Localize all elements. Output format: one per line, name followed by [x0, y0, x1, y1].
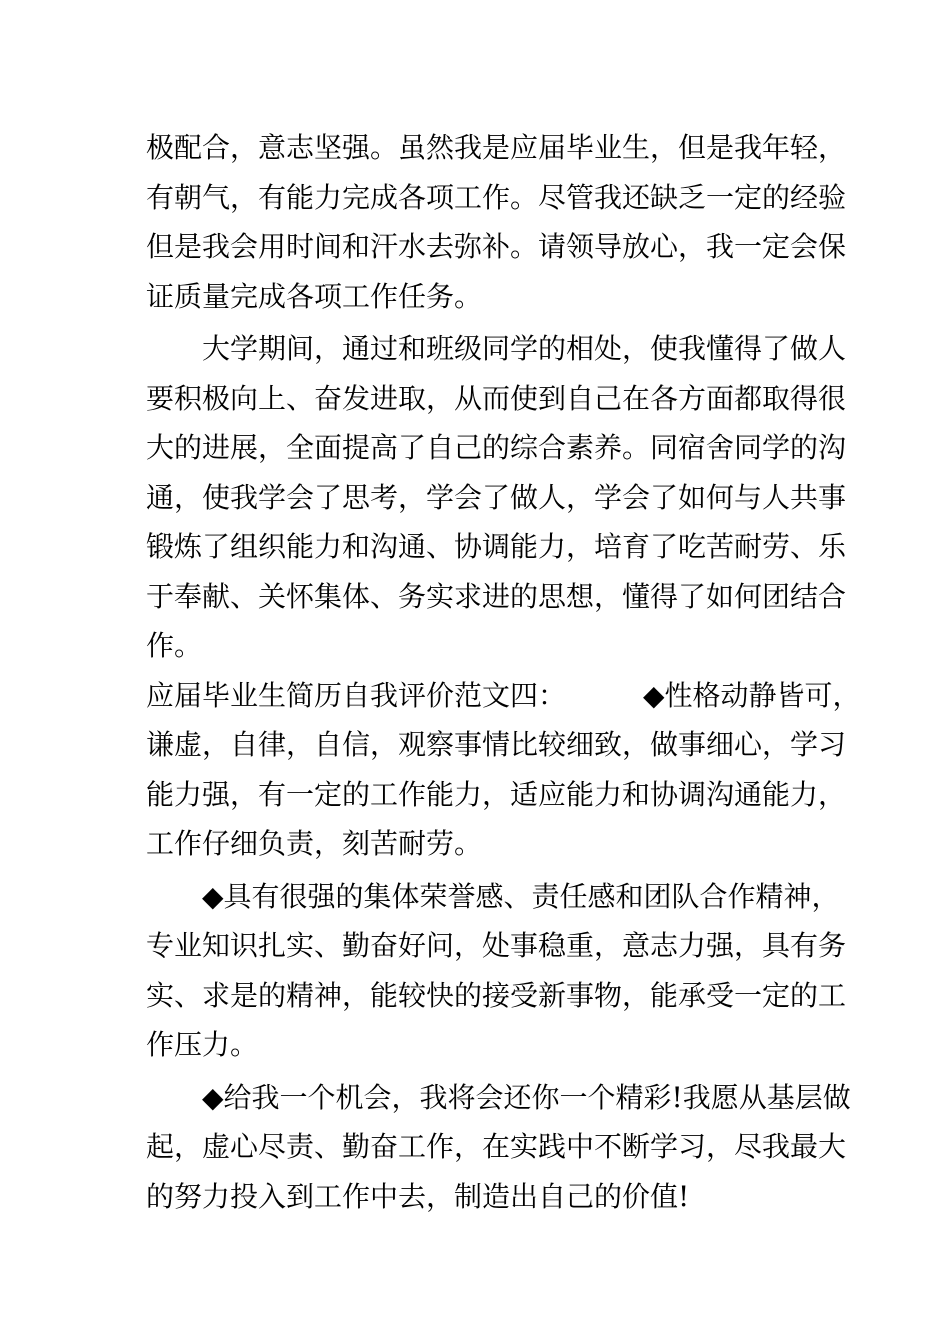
text-line: 要积极向上、奋发进取，从而使到自己在各方面都取得很	[146, 381, 847, 415]
text-line: 锻炼了组织能力和沟通、协调能力，培育了吃苦耐劳、乐	[146, 530, 847, 563]
paragraph-2	[146, 324, 847, 671]
text-line: 但是我会用时间和汗水去弥补。请领导放心，我一定会保	[146, 230, 847, 263]
text-line: 极配合，意志坚强。虽然我是应届毕业生，但是我年轻，	[146, 131, 847, 164]
text-line: 实、求是的精神，能较快的接受新事物，能承受一定的工	[146, 978, 847, 1012]
text-line: 能力强，有一定的工作能力，适应能力和协调沟通能力，	[146, 777, 847, 811]
text-line: 专业知识扎实、勤奋好问，处事稳重，意志力强，具有务	[146, 929, 847, 962]
paragraph-1	[146, 123, 847, 321]
paragraph-4	[146, 872, 847, 1070]
text-line: 作。	[146, 629, 203, 662]
paragraph-5	[146, 1073, 851, 1222]
text-line: 的努力投入到工作中去，制造出自己的价值!	[146, 1179, 690, 1213]
text-line: 通，使我学会了思考，学会了做人，学会了如何与人共事	[146, 480, 847, 514]
text-line: ◆性格动静皆可，	[643, 678, 861, 712]
text-line: 起，虚心尽责、勤奋工作，在实践中不断学习，尽我最大	[146, 1130, 847, 1163]
text-line: 于奉献、关怀集体、务实求进的思想，懂得了如何团结合	[146, 579, 847, 613]
text-line: 大的进展，全面提高了自己的综合素养。同宿舍同学的沟	[146, 431, 847, 464]
text-line: 证质量完成各项工作任务。	[146, 279, 483, 313]
section-title: 应届毕业生简历自我评价范文四：	[146, 678, 567, 712]
text-line: ◆给我一个机会，我将会还你一个精彩!我愿从基层做	[202, 1080, 851, 1114]
section-title-line	[146, 671, 861, 721]
text-line: 谦虚，自律，自信，观察事情比较细致，做事细心，学习	[146, 728, 847, 761]
text-line: 有朝气，有能力完成各项工作。尽管我还缺乏一定的经验	[146, 180, 847, 214]
text-line: ◆具有很强的集体荣誉感、责任感和团队合作精神，	[202, 879, 840, 913]
document-body	[146, 123, 861, 1221]
paragraph-3	[146, 671, 861, 869]
text-line: 作压力。	[146, 1028, 259, 1061]
text-line: 工作仔细负责，刻苦耐劳。	[146, 827, 483, 860]
text-line: 大学期间，通过和班级同学的相处，使我懂得了做人	[202, 332, 847, 365]
